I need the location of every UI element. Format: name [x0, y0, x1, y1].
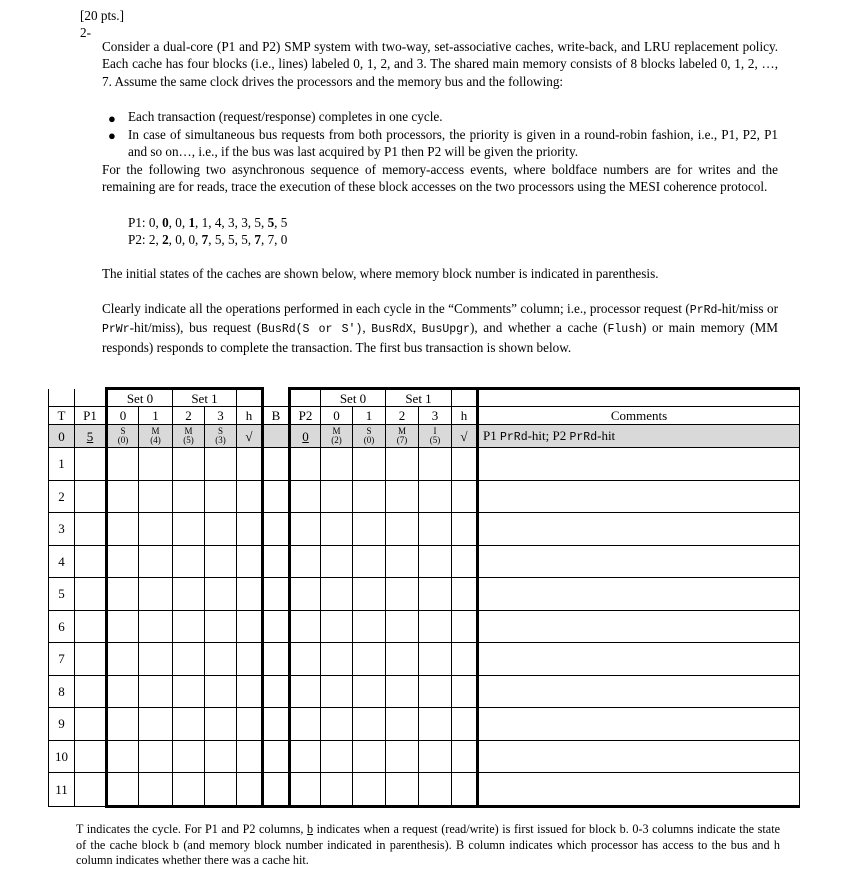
trace-cell	[321, 545, 353, 578]
trace-cell	[452, 773, 478, 807]
sequence-item: 5	[214, 232, 222, 247]
trace-cell	[237, 448, 263, 481]
p2-block1-header: 1	[353, 407, 386, 425]
row0-p2-hit: √	[452, 425, 478, 448]
trace-cell	[290, 643, 321, 676]
trace-cell	[205, 545, 237, 578]
trace-cell	[75, 740, 107, 773]
trace-cell	[290, 448, 321, 481]
trace-cell	[205, 643, 237, 676]
trace-cell	[353, 513, 386, 546]
trace-cell	[478, 773, 800, 807]
trace-cell	[353, 675, 386, 708]
trace-cell	[263, 480, 290, 513]
trace-cell	[75, 773, 107, 807]
row-cycle-label: 3	[49, 513, 75, 546]
trace-cell	[107, 740, 139, 773]
trace-cell	[263, 675, 290, 708]
trace-cell	[290, 708, 321, 741]
trace-cell	[107, 643, 139, 676]
trace-cell	[452, 740, 478, 773]
trace-cell	[75, 708, 107, 741]
mem-block: (4)	[150, 435, 161, 445]
trace-cell	[290, 480, 321, 513]
trace-cell	[386, 643, 419, 676]
col-t-header: T	[49, 407, 75, 425]
sequence-item: 7	[201, 232, 209, 247]
trace-cell	[419, 740, 452, 773]
sequence-p2-label: P2:	[128, 232, 146, 247]
question-number: 2-	[80, 25, 91, 40]
row0-p1-b3	[205, 425, 237, 448]
trace-cell	[75, 448, 107, 481]
trace-cell	[478, 545, 800, 578]
state: S	[120, 425, 126, 436]
trace-cell	[452, 643, 478, 676]
row0-p2	[290, 425, 321, 448]
trace-cell	[478, 708, 800, 741]
trace-cell	[321, 708, 353, 741]
trace-cell	[386, 708, 419, 741]
trace-cell	[107, 545, 139, 578]
footnote-text: indicates when a request (read/write) is first issued for block b. 0-3 columns indicate the state of the cache block b (and memory block number indicated in parenthesis). B column indicates which processor has access to the bus and h column indicates whether there was a cache hit.	[76, 822, 780, 867]
trace-cell	[107, 610, 139, 643]
row0-p1-hit: √	[237, 425, 263, 448]
trace-cell	[478, 480, 800, 513]
trace-cell	[386, 578, 419, 611]
instr-busupgr: BusUpgr	[421, 323, 470, 337]
p1-block2-header: 2	[173, 407, 205, 425]
trace-cell	[290, 773, 321, 807]
instr-prrd: PrRd	[689, 304, 718, 317]
p2-h-top	[452, 389, 478, 407]
trace-cell	[478, 610, 800, 643]
sequence-item: 4	[214, 215, 222, 230]
trace-cell	[290, 545, 321, 578]
trace-cell	[173, 740, 205, 773]
trace-cell	[452, 578, 478, 611]
p2-block2-header: 2	[386, 407, 419, 425]
row0-p1-b1	[139, 425, 173, 448]
trace-cell	[107, 708, 139, 741]
sequence-p1	[128, 214, 287, 231]
sequence-item: 3	[228, 215, 235, 230]
trace-cell	[75, 513, 107, 546]
instr-text-1: Clearly indicate all the operations performed in each cycle in the “Comments” column; i.e., processor request (	[102, 301, 690, 316]
instr-text-2: -hit/miss or	[717, 301, 778, 316]
instr-busrd: BusRd(S or S')	[261, 323, 363, 337]
p1-block0-header: 0	[107, 407, 139, 425]
trace-cell	[205, 448, 237, 481]
instructions-paragraph	[102, 300, 778, 356]
sequence-p1-items: 0, 0, 0, 1, 1, 4, 3, 3, 5, 5, 5	[148, 215, 288, 230]
trace-cell	[419, 675, 452, 708]
comment-prrd: PrRd	[499, 430, 528, 444]
sequence-item: 5	[228, 232, 235, 247]
trace-cell	[419, 643, 452, 676]
trace-cell	[263, 513, 290, 546]
trace-cell	[205, 578, 237, 611]
row0-p1	[75, 425, 107, 448]
trace-cell	[386, 448, 419, 481]
table-row	[49, 578, 800, 611]
trace-cell	[173, 708, 205, 741]
trace-cell	[353, 740, 386, 773]
sequence-p2	[128, 231, 287, 248]
state: I	[433, 425, 437, 436]
trace-cell	[290, 513, 321, 546]
footnote-text: T indicates the cycle. For P1 and P2 columns,	[76, 822, 307, 836]
p1-set0-header: Set 0	[107, 389, 173, 407]
p1-head-empty	[75, 389, 107, 407]
comment-text: -hit	[597, 427, 616, 443]
row-cycle-label: 6	[49, 610, 75, 643]
trace-cell	[205, 513, 237, 546]
row-cycle-label: 8	[49, 675, 75, 708]
trace-cell	[139, 513, 173, 546]
sequence-item: 0	[188, 232, 196, 247]
trace-cell	[452, 513, 478, 546]
state: M	[332, 425, 341, 436]
comment-text: P1	[483, 427, 500, 443]
trace-cell	[237, 708, 263, 741]
trace-cell	[75, 480, 107, 513]
row-cycle-label: 5	[49, 578, 75, 611]
trace-cell	[478, 740, 800, 773]
trace-cell	[452, 675, 478, 708]
trace-cell	[478, 578, 800, 611]
trace-cell	[205, 708, 237, 741]
trace-cell	[419, 545, 452, 578]
trace-cell	[107, 480, 139, 513]
p2-hit-header: h	[452, 407, 478, 425]
instr-text-7: ) or main memory (MM responds) responds to complete the transaction. The first bus transaction is shown below.	[102, 320, 778, 355]
instr-prwr: PrWr	[102, 323, 130, 337]
trace-cell	[75, 578, 107, 611]
trace-cell	[452, 448, 478, 481]
trace-cell	[107, 675, 139, 708]
trace-cell	[321, 448, 353, 481]
col-p2-header: P2	[290, 407, 321, 425]
table-row	[49, 708, 800, 741]
trace-cell	[321, 513, 353, 546]
trace-cell	[205, 740, 237, 773]
trace-cell	[321, 480, 353, 513]
trace-cell	[353, 773, 386, 807]
row0-t: 0	[49, 425, 75, 448]
comment-prrd: PrRd	[569, 430, 598, 444]
trace-cell	[205, 675, 237, 708]
mem-block: (0)	[117, 435, 129, 445]
sequence-item: 7	[254, 232, 261, 247]
trace-cell	[353, 643, 386, 676]
row-cycle-label: 9	[49, 708, 75, 741]
trace-cell	[237, 740, 263, 773]
trace-cell	[139, 643, 173, 676]
p2-block3-header: 3	[419, 407, 452, 425]
trace-cell	[263, 448, 290, 481]
p2-block0-header: 0	[321, 407, 353, 425]
trace-cell	[321, 578, 353, 611]
sequence-item: 2	[148, 232, 156, 247]
p2-top	[290, 389, 321, 407]
trace-cell	[478, 448, 800, 481]
comment-text: -hit; P2	[527, 427, 570, 443]
trace-cell	[263, 610, 290, 643]
comments-top	[478, 389, 800, 407]
trace-cell	[237, 610, 263, 643]
trace-cell	[452, 545, 478, 578]
trace-cell	[139, 545, 173, 578]
trace-cell	[386, 740, 419, 773]
table-row	[49, 480, 800, 513]
trace-cell	[75, 643, 107, 676]
trace-cell	[139, 675, 173, 708]
trace-cell	[263, 545, 290, 578]
sequence-item: 7	[267, 232, 275, 247]
mem-block: (2)	[331, 435, 342, 445]
state: S	[366, 425, 372, 436]
trace-cell	[353, 480, 386, 513]
table-row	[49, 513, 800, 546]
instr-text-5: ,	[412, 320, 422, 336]
trace-cell	[205, 773, 237, 807]
sequence-item: 1	[188, 215, 196, 230]
sequence-item: 3	[241, 215, 248, 230]
table-row-initial	[49, 425, 800, 448]
trace-cell	[452, 708, 478, 741]
trace-cell	[263, 643, 290, 676]
state: M	[151, 425, 160, 436]
col-p1-header: P1	[75, 407, 107, 425]
sequence-item: 5	[267, 215, 275, 230]
trace-cell	[237, 480, 263, 513]
trace-cell	[452, 610, 478, 643]
mem-block: (3)	[215, 435, 226, 445]
trace-cell	[263, 708, 290, 741]
instr-text-3: -hit/miss), bus request (	[129, 320, 262, 336]
trace-cell	[205, 610, 237, 643]
trace-cell	[237, 545, 263, 578]
instr-text-6: ), and whether a cache (	[469, 320, 608, 336]
trace-cell	[263, 578, 290, 611]
p1-hit-header: h	[237, 407, 263, 425]
sequence-item: 1	[201, 215, 209, 230]
instr-flush: Flush	[607, 323, 642, 337]
row0-p1-b2	[173, 425, 205, 448]
table-row	[49, 773, 800, 807]
p1-set1-header: Set 1	[173, 389, 237, 407]
trace-cell	[75, 610, 107, 643]
trace-cell	[478, 513, 800, 546]
trace-cell	[237, 578, 263, 611]
trace-cell	[386, 675, 419, 708]
sequence-item: 0	[162, 215, 169, 230]
mem-block: (0)	[363, 435, 375, 445]
trace-cell	[107, 513, 139, 546]
sequence-item: 0	[280, 232, 288, 247]
trace-cell	[139, 448, 173, 481]
row0-p2-b0	[321, 425, 353, 448]
trace-cell	[139, 740, 173, 773]
trace-cell	[290, 675, 321, 708]
trace-cell	[419, 773, 452, 807]
trace-cell	[237, 773, 263, 807]
trace-cell	[173, 643, 205, 676]
sequence-p1-label: P1:	[128, 215, 146, 230]
instr-busrdx: BusRdX	[371, 323, 413, 337]
sequence-item: 2	[162, 232, 169, 247]
trace-cell	[107, 578, 139, 611]
row0-bus	[263, 425, 290, 448]
trace-cell	[290, 740, 321, 773]
row0-p2-b1	[353, 425, 386, 448]
p2-set0-header: Set 0	[321, 389, 386, 407]
b-head-empty	[263, 389, 290, 407]
sequence-item: 0	[175, 215, 182, 230]
trace-cell	[290, 610, 321, 643]
trace-cell	[139, 578, 173, 611]
trace-cell	[173, 448, 205, 481]
trace-cell	[321, 773, 353, 807]
sequence-p2-items: 2, 2, 0, 0, 7, 5, 5, 5, 7, 7, 0	[148, 232, 288, 247]
mem-block: (5)	[183, 435, 194, 445]
trace-cell	[139, 708, 173, 741]
row-cycle-label: 10	[49, 740, 75, 773]
trace-cell	[386, 480, 419, 513]
state: M	[397, 425, 406, 436]
trace-cell	[386, 610, 419, 643]
trace-cell	[173, 545, 205, 578]
trace-cell	[321, 643, 353, 676]
trace-cell	[173, 610, 205, 643]
trace-cell	[107, 773, 139, 807]
mesi-trace-table	[48, 387, 800, 808]
trace-cell	[452, 480, 478, 513]
trace-cell	[419, 578, 452, 611]
p1-block3-header: 3	[205, 407, 237, 425]
trace-cell	[419, 513, 452, 546]
trace-cell	[478, 675, 800, 708]
state: M	[184, 425, 193, 436]
trace-cell	[353, 610, 386, 643]
sequence-item: 0	[175, 232, 182, 247]
trace-cell	[386, 545, 419, 578]
table-row	[49, 643, 800, 676]
col-b-header: B	[263, 407, 290, 425]
p2-set1-header: Set 1	[386, 389, 452, 407]
corner-empty	[49, 389, 75, 407]
table-row	[49, 675, 800, 708]
trace-cell	[75, 675, 107, 708]
trace-cell	[173, 578, 205, 611]
row-cycle-label: 1	[49, 448, 75, 481]
state: S	[217, 425, 223, 436]
trace-cell	[173, 480, 205, 513]
points-label: [20 pts.]	[80, 8, 124, 23]
trace-cell	[321, 675, 353, 708]
bullet-dot-1: ●	[108, 111, 116, 126]
row0-p2-b2	[386, 425, 419, 448]
trace-cell	[419, 448, 452, 481]
bullet-1: Each transaction (request/response) completes in one cycle.	[128, 109, 443, 124]
row0-p2-b3	[419, 425, 452, 448]
trace-cell	[353, 578, 386, 611]
trace-cell	[419, 610, 452, 643]
footnote-b: b	[306, 822, 314, 836]
trace-cell	[139, 773, 173, 807]
table-row	[49, 740, 800, 773]
trace-cell	[353, 708, 386, 741]
trace-cell	[419, 708, 452, 741]
sequence-item: 5	[254, 215, 261, 230]
trace-cell	[386, 773, 419, 807]
trace-cell	[173, 675, 205, 708]
trace-cell	[386, 513, 419, 546]
trace-cell	[263, 740, 290, 773]
row-cycle-label: 11	[49, 773, 75, 807]
col-comments-header: Comments	[478, 407, 800, 425]
trace-cell	[139, 480, 173, 513]
table-row	[49, 448, 800, 481]
instr-text-4: ,	[362, 320, 372, 336]
mem-block: (5)	[429, 435, 441, 445]
trace-cell	[321, 610, 353, 643]
row0-p1-value: 5	[86, 428, 94, 444]
trace-cell	[107, 448, 139, 481]
trace-cell	[237, 675, 263, 708]
table-footnote	[76, 822, 780, 869]
sequence-item: 5	[280, 215, 288, 230]
initial-states-paragraph: The initial states of the caches are shown below, where memory block number is indicated in parenthesis.	[102, 266, 659, 281]
row-cycle-label: 7	[49, 643, 75, 676]
row-cycle-label: 2	[49, 480, 75, 513]
trace-cell	[173, 513, 205, 546]
trace-cell	[321, 740, 353, 773]
row0-comment	[478, 425, 800, 448]
p1-block1-header: 1	[139, 407, 173, 425]
intro-paragraph: Consider a dual-core (P1 and P2) SMP system with two-way, set-associative caches, write-back, and LRU replacement policy. Each cache has four blocks (i.e., lines) labeled 0, 1, 2, and 3. The shared main memory consists of 8 blocks labeled 0, 1, 2, …, 7. Assume the same clock drives the processors and the memory bus and the following:	[102, 39, 778, 89]
trace-cell	[75, 545, 107, 578]
p1-h-top	[237, 389, 263, 407]
sequence-item: 5	[241, 232, 248, 247]
sequence-paragraph: For the following two asynchronous sequence of memory-access events, where boldface numbers are for writes and the remaining are for reads, trace the execution of these block accesses on the two processors using the MESI coherence protocol.	[102, 162, 778, 195]
trace-cell	[353, 448, 386, 481]
mem-block: (7)	[396, 435, 408, 445]
bullet-2: In case of simultaneous bus requests from both processors, the priority is given in a round-robin fashion, i.e., P1, P2, P1 and so on…, i.e., if the bus was last acquired by P1 then P2 will be given the priority.	[128, 127, 778, 160]
trace-cell	[353, 545, 386, 578]
trace-cell	[419, 480, 452, 513]
row0-p2-value: 0	[302, 428, 309, 444]
trace-cell	[237, 513, 263, 546]
trace-cell	[263, 773, 290, 807]
sequence-item: 0	[148, 215, 156, 230]
trace-cell	[478, 643, 800, 676]
table-row	[49, 545, 800, 578]
bullet-dot-2: ●	[108, 128, 116, 143]
trace-cell	[139, 610, 173, 643]
trace-cell	[290, 578, 321, 611]
row0-p1-b0	[107, 425, 139, 448]
trace-cell	[237, 643, 263, 676]
trace-cell	[173, 773, 205, 807]
row-cycle-label: 4	[49, 545, 75, 578]
table-row	[49, 610, 800, 643]
trace-cell	[205, 480, 237, 513]
